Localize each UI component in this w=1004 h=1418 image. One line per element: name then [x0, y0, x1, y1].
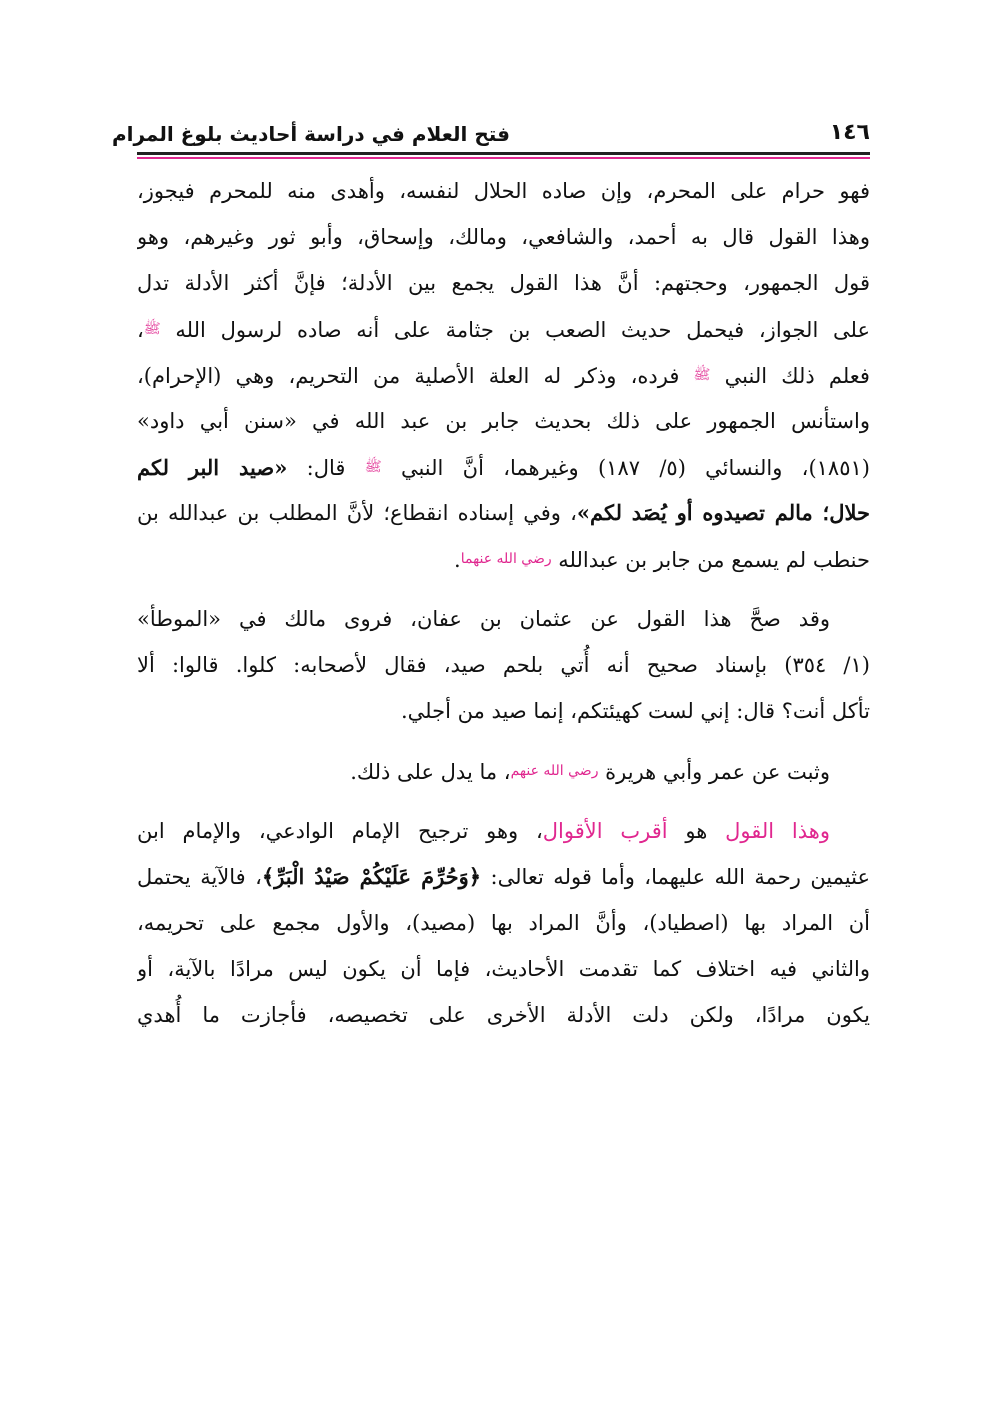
paragraph-2 — [137, 596, 870, 734]
paragraph-3 — [137, 748, 870, 794]
salla-honorific: ﷺ — [143, 321, 161, 337]
header-accent-rule — [137, 157, 870, 159]
text-span: حنطب لم يسمع من جابر بن عبدالله — [558, 548, 870, 572]
highlight-text: أقرب الأقوال — [542, 819, 668, 843]
text-line: على الجواز، فيحمل حديث الصعب بن جثامة على أنه صاده لرسول الله ﷺ، — [137, 318, 870, 342]
page-number: ١٤٦ — [829, 120, 870, 145]
text-line: فهو حرام على المحرم، وإن صاده الحلال لنفسه، وأهدى منه للمحرم فيجوز، — [137, 179, 870, 203]
text-span: (١٨٥١)، والنسائي (٥/ ١٨٧) وغيرهما، أنَّ النبي — [400, 456, 870, 480]
paragraph-gap — [137, 794, 870, 808]
running-header — [111, 118, 870, 154]
text-line — [137, 490, 870, 536]
text-line — [137, 808, 870, 854]
text-span: فعلم ذلك النبي — [724, 364, 870, 388]
text-span: ، ما يدل على ذلك. — [350, 760, 511, 784]
text-line: (١/ ٣٥٤) بإسناد صحيح أنه أُتي بلحم صيد، فقال لأصحابه: كلوا. قالوا: ألا — [137, 653, 870, 677]
text-line: أن المراد بها (اصطياد)، وأنَّ المراد بها (مصيد)، والأول مجمع على تحريمه، — [137, 911, 870, 935]
paragraph-1 — [137, 168, 870, 582]
hadith-text: «صيد البر لكم — [137, 455, 288, 480]
text-span: ، وفي إسناده انقطاع؛ لأنَّ المطلب بن عبدالله بن — [137, 501, 577, 525]
text-span: على الجواز، فيحمل حديث الصعب بن جثامة على أنه صاده لرسول الله — [175, 318, 870, 342]
salla-honorific: ﷺ — [364, 459, 382, 475]
text-line: وهذا القول قال به أحمد، والشافعي، ومالك، وإسحاق، وأبو ثور وغيرهم، وهو — [137, 225, 870, 249]
radiya-honorific: رضي الله عنهم — [510, 763, 599, 779]
salla-honorific: ﷺ — [693, 367, 711, 383]
text-line: والثاني فيه اختلاف كما تقدمت الأحاديث، فإما أن يكون ليس مرادًا بالآية، أو — [137, 957, 870, 981]
text-line — [137, 444, 870, 490]
paragraph-gap — [137, 734, 870, 748]
header-rule — [137, 152, 870, 155]
highlight-text: وهذا القول — [725, 819, 830, 843]
text-line — [137, 854, 870, 900]
text-line — [137, 748, 870, 794]
text-line — [137, 352, 870, 398]
book-title: فتح العلام في دراسة أحاديث بلوغ المرام — [111, 122, 510, 146]
text-span: قال: — [306, 456, 346, 480]
text-line: حنطب لم يسمع من جابر بن عبدالله رضي الله عنهما. — [454, 548, 870, 572]
text-span: فرده، وذكر له العلة الأصلية من التحريم، وهي (الإحرام)، — [137, 364, 680, 388]
text-line: قول الجمهور، وحجتهم: أنَّ هذا القول يجمع بين الأدلة؛ فإنَّ أكثر الأدلة تدل — [137, 271, 870, 295]
paragraph-4 — [137, 808, 870, 1038]
text-span: وثبت عن عمر وأبي هريرة — [605, 760, 830, 784]
text-line: يكون مرادًا، ولكن دلت الأدلة الأخرى على تخصيصه، فأجازت ما أُهدي — [137, 1003, 870, 1027]
text-span: عثيمين رحمة الله عليهما، وأما قوله تعالى: — [490, 865, 870, 889]
text-span: ، وهو ترجيح الإمام الوادعي، والإمام ابن — [137, 819, 543, 843]
page-body — [137, 168, 870, 1038]
text-line: وقد صحَّ هذا القول عن عثمان بن عفان، فروى مالك في «الموطأ» — [137, 607, 830, 631]
text-line: واستأنس الجمهور على ذلك بحديث جابر بن عبد الله في «سنن أبي داود» — [137, 409, 870, 433]
text-span: ، فالآية يحتمل — [137, 865, 262, 889]
text-span: هو — [685, 819, 708, 843]
hadith-text: حلال؛ مالم تصيدوه أو يُصَد لكم» — [576, 500, 870, 525]
text-line: تأكل أنت؟ قال: إني لست كهيئتكم، إنما صيد من أجلي. — [400, 699, 870, 723]
radiya-honorific: رضي الله عنهما — [460, 551, 552, 567]
quran-verse: ﴿وَحُرِّمَ عَلَيْكُمْ صَيْدُ الْبَرِّ﴾ — [261, 864, 482, 889]
paragraph-gap — [137, 582, 870, 596]
